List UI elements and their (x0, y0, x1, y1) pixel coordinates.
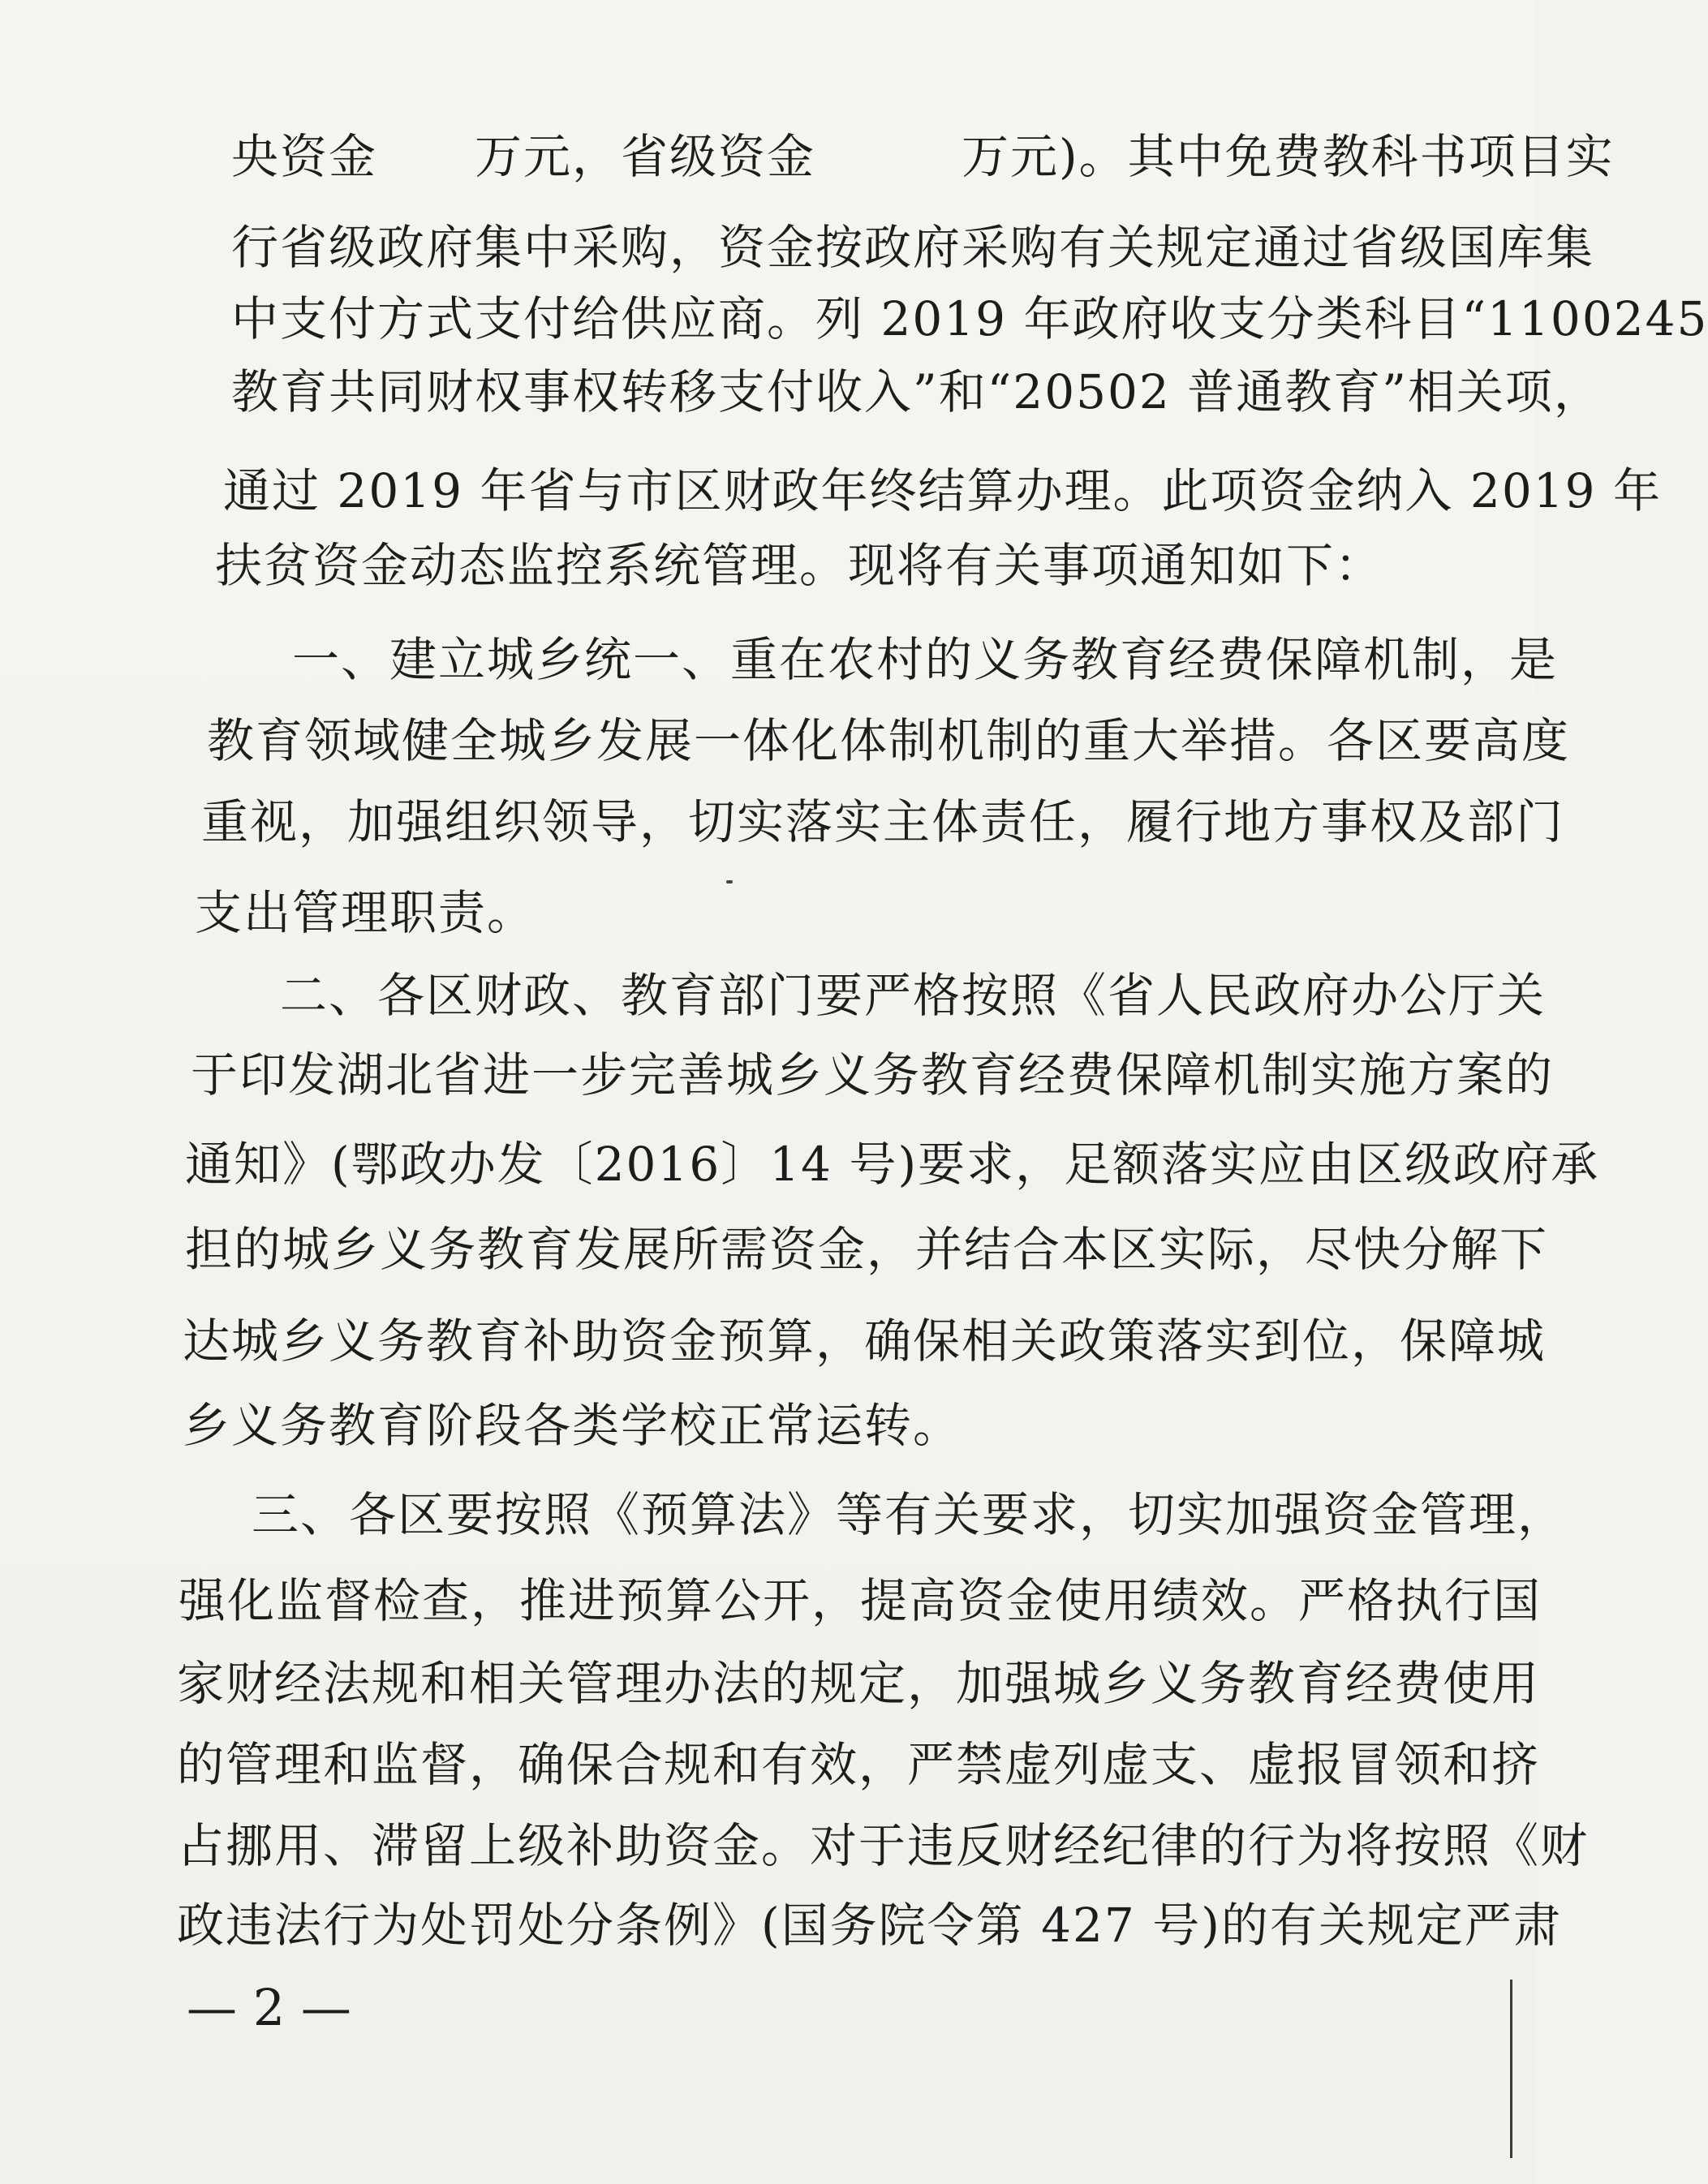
section-2-line-6: 乡义务教育阶段各类学校正常运转。 (183, 1398, 962, 1453)
section-2-line-1: 二、各区财政、教育部门要严格按照《省人民政府办公厅关 (280, 968, 1547, 1023)
scan-speck (726, 880, 733, 883)
section-2-line-3: 通知》(鄂政办发〔2016〕14 号)要求，足额落实应由区级政府承 (185, 1137, 1600, 1192)
section-2-line-2: 于印发湖北省进一步完善城乡义务教育经费保障机制实施方案的 (191, 1047, 1555, 1103)
section-1-line-3: 重视，加强组织领导，切实落实主体责任，履行地方事权及部门 (201, 794, 1565, 849)
section-1-line-1: 一、建立城乡统一、重在农村的义务教育经费保障机制，是 (292, 632, 1559, 687)
body-line-4: 教育共同财权事权转移支付收入”和“20502 普通教育”相关项， (231, 364, 1603, 419)
scan-edge-mark (1510, 1980, 1512, 2158)
section-3-line-2: 强化监督检查，推进预算公开，提高资金使用绩效。严格执行国 (179, 1573, 1542, 1628)
page-number: — 2 — (187, 1978, 351, 2037)
section-2-line-4: 担的城乡义务教育发展所需资金，并结合本区实际，尽快分解下 (185, 1222, 1549, 1277)
body-line-2: 行省级政府集中采购，资金按政府采购有关规定通过省级国库集 (231, 220, 1595, 275)
section-1-line-2: 教育领域健全城乡发展一体化体制机制的重大举措。各区要高度 (207, 713, 1571, 768)
body-line-1: 央资金 万元，省级资金 万元)。其中免费教科书项目实 (231, 129, 1615, 184)
section-1-line-4: 支出管理职责。 (195, 885, 536, 940)
section-3-line-5: 占挪用、滞留上级补助资金。对于违反财经纪律的行为将按照《财 (177, 1818, 1590, 1873)
section-3-line-6: 政违法行为处罚处分条例》(国务院令第 427 号)的有关规定严肃 (177, 1898, 1562, 1953)
body-line-3: 中支付方式支付给供应商。列 2019 年政府收支分类科目“1100245 (231, 291, 1708, 346)
body-line-5: 通过 2019 年省与市区财政年终结算办理。此项资金纳入 2019 年 (223, 463, 1662, 518)
section-3-line-4: 的管理和监督，确保合规和有效，严禁虚列虚支、虚报冒领和挤 (177, 1737, 1541, 1792)
section-3-line-1: 三、各区要按照《预算法》等有关要求，切实加强资金管理， (252, 1487, 1567, 1542)
section-3-line-3: 家财经法规和相关管理办法的规定，加强城乡义务教育经费使用 (177, 1656, 1541, 1711)
body-line-6: 扶贫资金动态监控系统管理。现将有关事项通知如下： (215, 538, 1384, 593)
section-2-line-5: 达城乡义务教育补助资金预算，确保相关政策落实到位，保障城 (183, 1313, 1547, 1369)
